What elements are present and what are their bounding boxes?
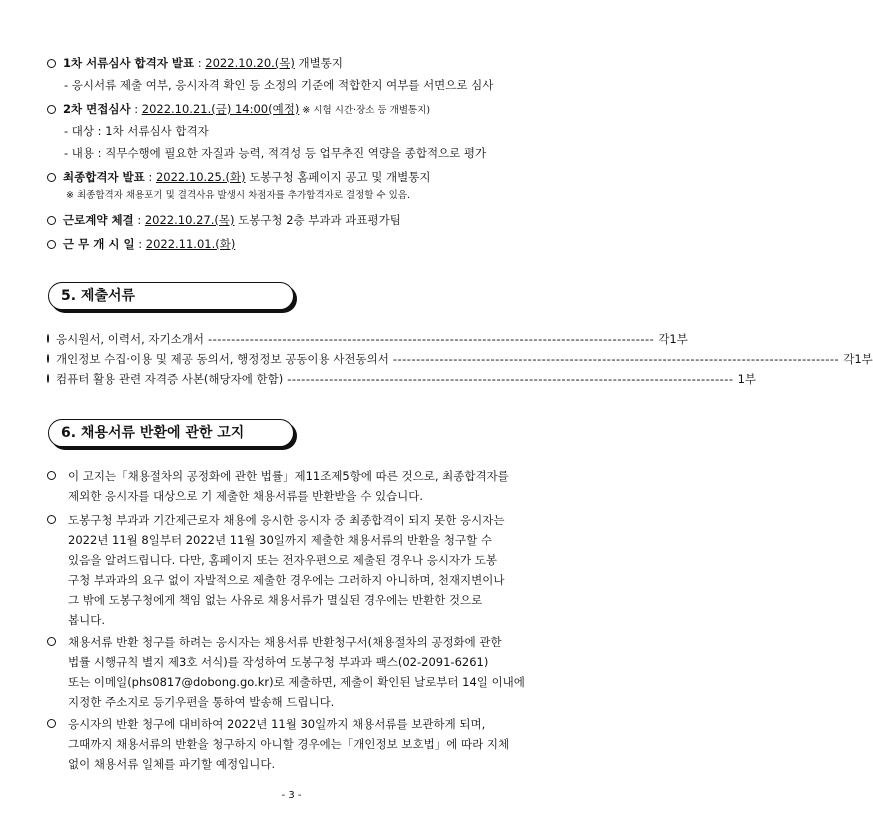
schedule-label: 2차 면접심사: [63, 102, 131, 116]
schedule-item-first-result: [47, 55, 539, 71]
circle-bullet-icon: [47, 334, 49, 343]
document-name: 컴퓨터 활용 관련 자격증 사본(해당자에 한함): [56, 372, 284, 386]
paragraph-line: 2022년 11월 8일부터 2022년 11월 30일까지 제출한 채용서류의 반환을 청구할 수: [68, 533, 493, 547]
schedule-date: 2022.10.27.(목): [144, 213, 235, 227]
separator: :: [134, 237, 146, 251]
schedule-item-contract: [47, 212, 539, 228]
paragraph-line: 그 밖에 도봉구청에게 책임 없는 사유로 채용서류가 멸실된 경우에는 반환한 것으로: [68, 593, 483, 607]
document-name: 응시원서, 이력서, 자기소개서: [56, 332, 204, 346]
dash-leader: ------------------------------------------------------------------------------------------------: [287, 372, 734, 386]
schedule-date: 2022.10.25.(화): [155, 170, 246, 184]
circle-bullet-icon: [47, 105, 56, 114]
paragraph-line: 있음을 알려드립니다. 다만, 홈페이지 또는 전자우편으로 제출된 경우나 응시자가 도봉: [68, 553, 498, 567]
paragraph-line: 봅니다.: [68, 613, 105, 627]
schedule-label: 근 무 개 시 일: [63, 237, 135, 251]
schedule-sub-line: - 응시서류 제출 여부, 응시자격 확인 등 소정의 기준에 적합한지 여부를 서면으로 심사: [64, 78, 494, 92]
document-quantity: 1부: [737, 372, 757, 386]
circle-bullet-icon: [47, 240, 56, 249]
separator: :: [194, 56, 206, 70]
schedule-note-line: ※ 최종합격자 채용포기 및 결격사유 발생시 차점자를 추가합격자로 결정할 수 있음.: [66, 190, 411, 201]
paragraph-line: 이 고지는「채용절차의 공정화에 관한 법률」제11조제5항에 따른 것으로, 최종합격자를: [68, 469, 509, 483]
separator: :: [144, 170, 156, 184]
paragraph-line: 법률 시행규칙 별지 제3호 서식)를 작성하여 도봉구청 부과과 팩스(02-2091-6261): [68, 655, 489, 669]
notice-paragraph: [47, 510, 535, 630]
schedule-detail: 도봉구청 홈페이지 공고 및 개별통지: [245, 170, 431, 184]
notice-paragraph: [47, 466, 535, 506]
schedule-date: 2022.11.01.(화): [145, 237, 236, 251]
paragraph-line: 구청 부과과의 요구 없이 자발적으로 제출한 경우에는 그러하지 아니하며, 천재지변이나: [68, 573, 505, 587]
page-number: - 3 -: [281, 790, 302, 801]
section-5-heading: [48, 282, 294, 310]
paragraph-line: 그때까지 채용서류의 반환을 청구하지 아니할 경우에는「개인정보 보호법」에 따라 지체: [68, 737, 510, 751]
circle-bullet-icon: [47, 374, 49, 383]
schedule-date: 2022.10.20.(목): [205, 56, 295, 70]
schedule-label: 최종합격자 발표: [63, 170, 145, 184]
circle-bullet-icon: [47, 719, 56, 728]
schedule-sub-line: - 대상 : 1차 서류심사 합격자: [64, 124, 209, 138]
notice-paragraph: [47, 714, 535, 774]
circle-bullet-icon: [47, 354, 49, 363]
circle-bullet-icon: [47, 173, 56, 182]
paragraph-line: 제외한 응시자를 대상으로 기 제출한 채용서류를 반환받을 수 있습니다.: [68, 489, 424, 503]
section-title: 5. 제출서류: [61, 288, 136, 304]
schedule-note: ※ 시험 시간·장소 등 개별통지): [299, 105, 431, 116]
circle-bullet-icon: [47, 59, 56, 68]
circle-bullet-icon: [47, 216, 56, 225]
dash-leader: ------------------------------------------------------------------------------------------------: [207, 332, 655, 346]
circle-bullet-icon: [47, 515, 56, 524]
document-item: [47, 351, 873, 367]
section-title: 6. 채용서류 반환에 관한 고지: [61, 425, 245, 441]
schedule-item-interview: [47, 101, 539, 119]
separator: :: [130, 102, 142, 116]
document-quantity: 각1부: [658, 332, 688, 346]
schedule-sub-line: - 내용 : 직무수행에 필요한 자질과 능력, 적격성 등 업무추진 역량을 종합적으로 평가: [64, 146, 487, 160]
dash-leader: ------------------------------------------------------------------------------------------------: [392, 352, 840, 366]
paragraph-line: 응시자의 반환 청구에 대비하여 2022년 11월 30일까지 채용서류를 보관하게 되며,: [68, 717, 486, 731]
separator: :: [133, 213, 145, 227]
paragraph-line: 없이 채용서류 일체를 파기할 예정입니다.: [68, 757, 276, 771]
paragraph-line: 지정한 주소지로 등기우편을 통하여 발송해 드립니다.: [68, 695, 335, 709]
paragraph-line: 채용서류 반환 청구를 하려는 응시자는 채용서류 반환청구서(채용절차의 공정화에 관한: [68, 635, 502, 649]
schedule-detail: 도봉구청 2층 부과과 과표평가팀: [234, 213, 401, 227]
document-quantity: 각1부: [843, 352, 873, 366]
circle-bullet-icon: [47, 637, 56, 646]
paragraph-line: 또는 이메일(phs0817@dobong.go.kr)로 제출하면, 제출이 확인된 날로부터 14일 이내에: [68, 675, 525, 689]
paragraph-line: 도봉구청 부과과 기간제근로자 채용에 응시한 응시자 중 최종합격이 되지 못한 응시자는: [68, 513, 505, 527]
section-6-heading: [48, 419, 294, 447]
notice-paragraph: [47, 632, 535, 712]
schedule-label: 근로계약 체결: [63, 213, 134, 227]
schedule-date: 2022.10.21.(금) 14:00(예정): [141, 102, 300, 116]
schedule-item-final-result: [47, 169, 539, 185]
document-item: [47, 371, 757, 387]
document-item: [47, 331, 688, 347]
document-name: 개인정보 수집·이용 및 제공 동의서, 행정정보 공동이용 사전동의서: [56, 352, 389, 366]
schedule-item-start-date: [47, 236, 539, 252]
schedule-label: 1차 서류심사 합격자 발표: [63, 56, 195, 70]
circle-bullet-icon: [47, 471, 56, 480]
schedule-detail: 개별통지: [294, 56, 343, 70]
